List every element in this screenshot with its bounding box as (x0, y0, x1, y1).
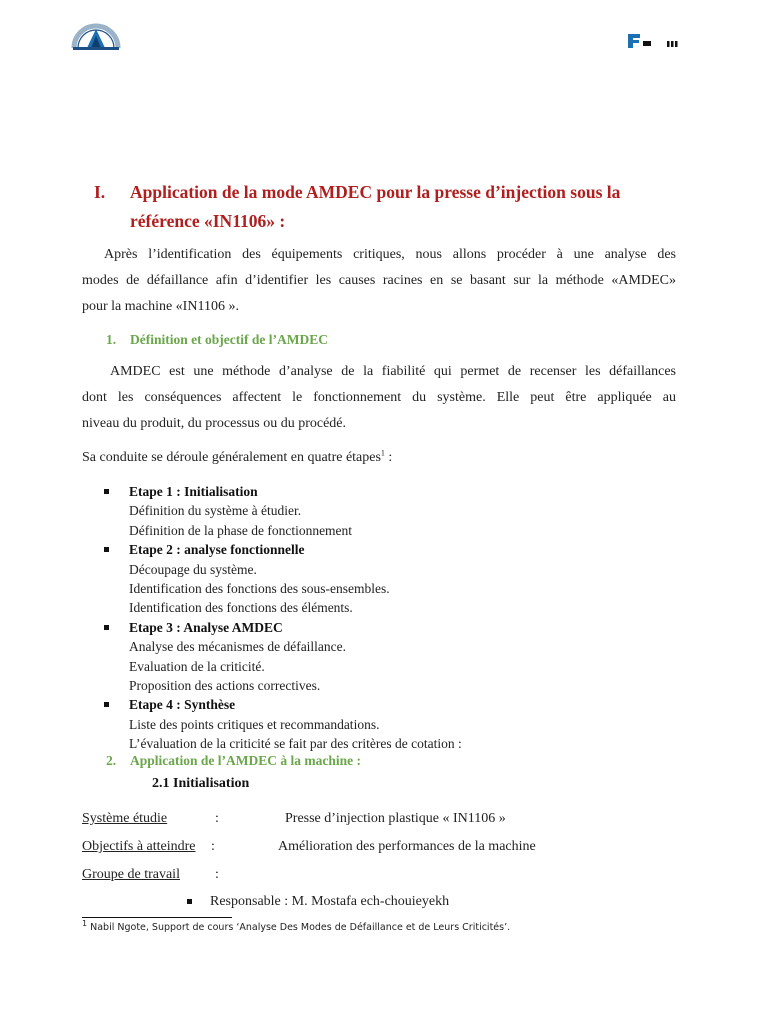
company-logo (626, 32, 690, 50)
step-1: Etape 1 : Initialisation (104, 482, 664, 501)
intro-paragraph (82, 242, 676, 320)
step-item: Identification des fonctions des sous-ensembles. (129, 580, 390, 596)
amdec-line: niveau du produit, du processus ou du procédé. (82, 416, 346, 431)
objectifs-value: Amélioration des performances de la machine (278, 839, 536, 854)
subsection-1-title (106, 332, 328, 348)
step-item: Evaluation de la criticité. (129, 658, 265, 674)
intro-line: Après l’identification des équipements critiques, nous allons procéder à une analyse des (104, 247, 676, 262)
step-item: Liste des points critiques et recommandations. (129, 716, 380, 732)
subsection-title: Application de l’AMDEC à la machine : (130, 753, 361, 768)
heading-line-1: Application de la mode AMDEC pour la presse d’injection sous la (130, 182, 621, 202)
responsable-text: Responsable : M. Mostafa ech-chouieyekh (210, 894, 450, 909)
step-item: L’évaluation de la criticité se fait par des critères de cotation : (129, 736, 462, 752)
groupe-label: Groupe de travail (82, 867, 180, 882)
systeme-value: Presse d’injection plastique « IN1106 » (285, 811, 506, 826)
objectifs-colon: : (211, 839, 215, 854)
footnote-ref: 1 (380, 448, 385, 458)
step-item: Définition du système à étudier. (129, 503, 302, 519)
heading-line-2: référence «IN1106» : (130, 211, 286, 231)
footnote-separator (82, 917, 232, 918)
institution-logo (70, 18, 122, 52)
step-item: Analyse des mécanismes de défaillance. (129, 639, 347, 655)
bullet-icon (104, 702, 109, 707)
amdec-line: dont les conséquences affectent le fonctionnement du système. Elle peut être appliquée au (82, 390, 676, 405)
bullet-icon (104, 625, 109, 630)
subsection-2-1-title: 2.1 Initialisation (152, 776, 250, 791)
footnote (82, 918, 511, 933)
step-2: Etape 2 : analyse fonctionnelle (104, 540, 664, 559)
intro-line: pour la machine «IN1106 ». (82, 299, 239, 314)
step-item: Identification des fonctions des éléments. (129, 600, 353, 616)
bullet-icon (187, 899, 192, 904)
bullet-icon (104, 547, 109, 552)
systeme-colon: : (215, 811, 219, 826)
objectifs-label: Objectifs à atteindre (82, 839, 196, 854)
conduite-text: Sa conduite se déroule généralement en quatre étapes$^1$ : (82, 448, 393, 465)
footnote-text: Nabil Ngote, Support de cours ‘Analyse Des Modes de Défaillance et de Leurs Criticités’. (87, 922, 511, 933)
subsection-title: Définition et objectif de l’AMDEC (130, 332, 328, 347)
amdec-paragraph (82, 359, 676, 437)
step-item: Proposition des actions correctives. (129, 677, 321, 693)
systeme-label: Système étudie (82, 811, 168, 826)
step-item: Définition de la phase de fonctionnement (129, 522, 353, 538)
groupe-colon: : (215, 867, 219, 882)
amdec-line: AMDEC est une méthode d’analyse de la fiabilité qui permet de recenser les défaillances (110, 364, 676, 379)
steps-list (104, 482, 664, 753)
step-4: Etape 4 : Synthèse (104, 695, 664, 714)
footnote-number: 1 (82, 918, 88, 928)
intro-line: modes de défaillance afin d’identifier les causes racines en se basant sur la méthode «AMDEC» (82, 273, 676, 288)
step-3: Etape 3 : Analyse AMDEC (104, 618, 664, 637)
subsection-number: 2. (106, 753, 117, 768)
subsection-number: 1. (106, 332, 117, 347)
subsection-2-title (106, 753, 361, 769)
bullet-icon (104, 489, 109, 494)
heading-number: I. (94, 182, 106, 202)
step-item: Découpage du système. (129, 561, 257, 577)
